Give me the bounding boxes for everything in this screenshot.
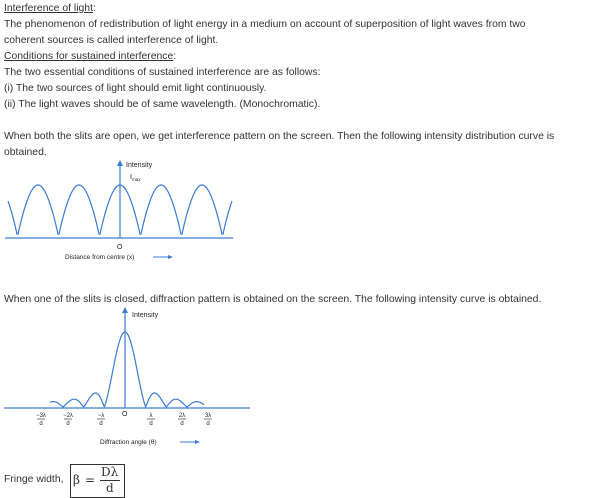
x-axis-label: Distance from centre (x) xyxy=(65,254,135,261)
tick-denominator: d xyxy=(39,421,43,427)
definition-line-2: coherent sources is called interference of light. xyxy=(4,35,219,46)
tick-denominator: d xyxy=(66,421,70,427)
tick-denominator: d xyxy=(206,421,210,427)
fringe-width-formula xyxy=(70,464,125,498)
y-axis-arrow xyxy=(122,307,128,313)
condition-2: (ii) The light waves should be of same wavelength. (Monochromatic). xyxy=(4,99,321,110)
heading-conditions: Conditions for sustained interference: xyxy=(4,51,177,62)
imax-label: $I_{max}$ xyxy=(130,174,141,182)
x-arrow-icon xyxy=(168,255,173,259)
tick-denominator: d xyxy=(99,421,103,427)
tick-denominator: d xyxy=(149,421,153,427)
interference-para-1: When both the slits are open, we get interference pattern on the screen. Then the following intensity distribution curve is xyxy=(4,131,555,142)
y-axis-label: Intensity xyxy=(132,312,159,319)
diffraction-graph xyxy=(0,305,260,450)
heading-interference: Interference of light: xyxy=(4,3,96,14)
formula-numerator: Dλ xyxy=(101,465,119,479)
tick-numerator: −λ xyxy=(97,413,105,419)
interference-para-2: obtained. xyxy=(4,147,47,158)
tick-numerator: −2λ xyxy=(63,413,73,419)
tick-denominator: d xyxy=(180,421,184,427)
formula-denominator: d xyxy=(106,481,114,495)
diffraction-para: When one of the slits is closed, diffraction pattern is obtained on the screen. The following intensity curve is obtained. xyxy=(4,294,542,305)
x-arrow-icon xyxy=(195,440,200,444)
origin-label: O xyxy=(117,244,123,251)
origin-label: O xyxy=(122,411,128,418)
y-axis-label: Intensity xyxy=(126,162,153,169)
equals-sign: = xyxy=(85,473,96,487)
interference-graph xyxy=(0,160,250,265)
condition-1: (i) The two sources of light should emit light continuously. xyxy=(4,83,267,94)
fringe-width-label: Fringe width, xyxy=(4,474,64,485)
tick-numerator: −3λ xyxy=(36,413,46,419)
y-axis-arrow xyxy=(117,160,123,166)
tick-numerator: λ xyxy=(149,413,153,419)
tick-numerator: 2λ xyxy=(178,413,186,419)
diffraction-curve xyxy=(50,332,204,407)
x-axis-label: Diffraction angle (θ) xyxy=(100,439,157,446)
beta-symbol: β xyxy=(73,473,80,487)
definition-line-1: The phenomenon of redistribution of light energy in a medium on account of superposition of light waves from two xyxy=(4,19,526,30)
conditions-intro: The two essential conditions of sustained interference are as follows: xyxy=(4,67,321,78)
tick-numerator: 3λ xyxy=(204,413,212,419)
